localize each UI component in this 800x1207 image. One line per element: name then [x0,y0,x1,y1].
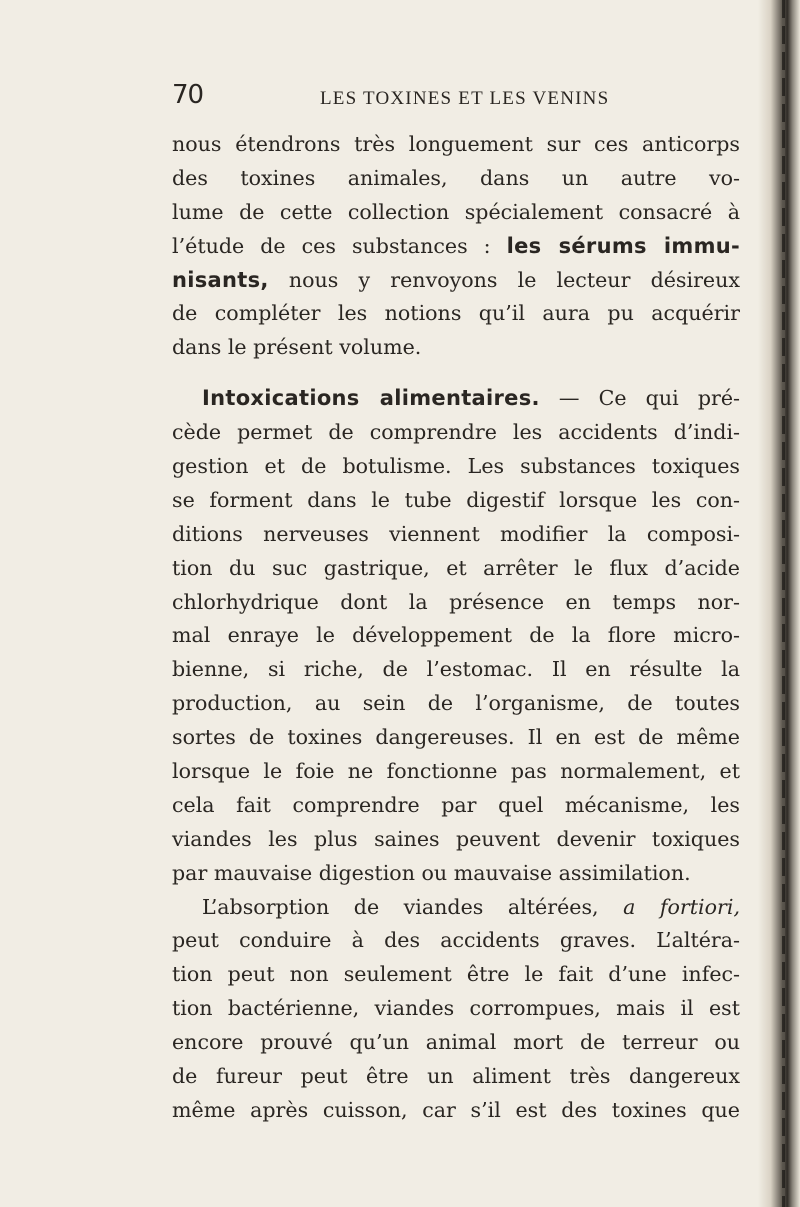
text-line: sortes de toxines dangereuses. Il en est de même [172,725,740,750]
text-line: tion peut non seulement être le fait d’une infec- [172,962,740,987]
section-heading: Intoxications alimentaires. [202,386,540,411]
page-number: 70 [172,80,204,110]
text-line: mal enraye le développement de la flore micro- [172,623,740,648]
bold-term: nisants, [172,267,269,292]
text-line: se forment dans le tube digestif lorsque les con- [172,487,740,512]
text-span: l’étude de ces substances : [172,233,491,258]
bold-term: les sérums immu- [506,233,741,258]
text-span: — Ce qui pré- [558,386,740,411]
text-line: cela fait comprendre par quel mécanisme, les [172,792,740,817]
italic-term: a fortiori, [623,894,740,919]
text-span: L’absorption de viandes altérées, [202,894,599,919]
running-head: LES TOXINES ET LES VENINS [320,88,610,109]
text-line: nous étendrons très longuement sur ces anticorps [172,132,740,156]
body-text [172,128,740,1128]
text-line: de fureur peut être un aliment très dangereux [172,1064,740,1089]
text-line: ditions nerveuses viennent modifier la composi- [172,521,740,546]
text-line: production, au sein de l’organisme, de toutes [172,691,740,716]
paragraph-break [172,365,740,382]
text-line: de compléter les notions qu’il aura pu acquérir [172,301,740,326]
text-line: par mauvaise digestion ou mauvaise assimilation. [172,860,691,885]
text-span: nous y renvoyons le lecteur désireux [288,267,741,292]
text-line: tion du suc gastrique, et arrêter le flux d’acide [172,555,740,580]
text-line [172,891,740,925]
text-line: lorsque le foie ne fonctionne pas normalement, et [172,759,740,784]
text-line [172,382,740,416]
text-line: tion bactérienne, viandes corrompues, mais il est [172,996,740,1021]
text-line [172,264,740,298]
text-line: bienne, si riche, de l’estomac. Il en résulte la [172,657,740,682]
text-line: viandes les plus saines peuvent devenir toxiques [172,826,740,851]
text-line [172,230,740,264]
text-line: cède permet de comprendre les accidents d’indi- [172,420,740,445]
book-binding-edge [758,0,800,1207]
page-header [172,80,732,116]
text-line: même après cuisson, car s’il est des toxines que [172,1097,740,1122]
text-line: dans le présent volume. [172,335,422,360]
text-line: gestion et de botulisme. Les substances toxiques [172,454,740,479]
text-line: peut conduire à des accidents graves. L’altéra- [172,928,740,953]
text-line: encore prouvé qu’un animal mort de terreur ou [172,1030,740,1055]
text-line: lume de cette collection spécialement consacré à [172,199,740,224]
text-line: des toxines animales, dans un autre vo- [172,165,740,190]
text-line: chlorhydrique dont la présence en temps nor- [172,589,740,614]
